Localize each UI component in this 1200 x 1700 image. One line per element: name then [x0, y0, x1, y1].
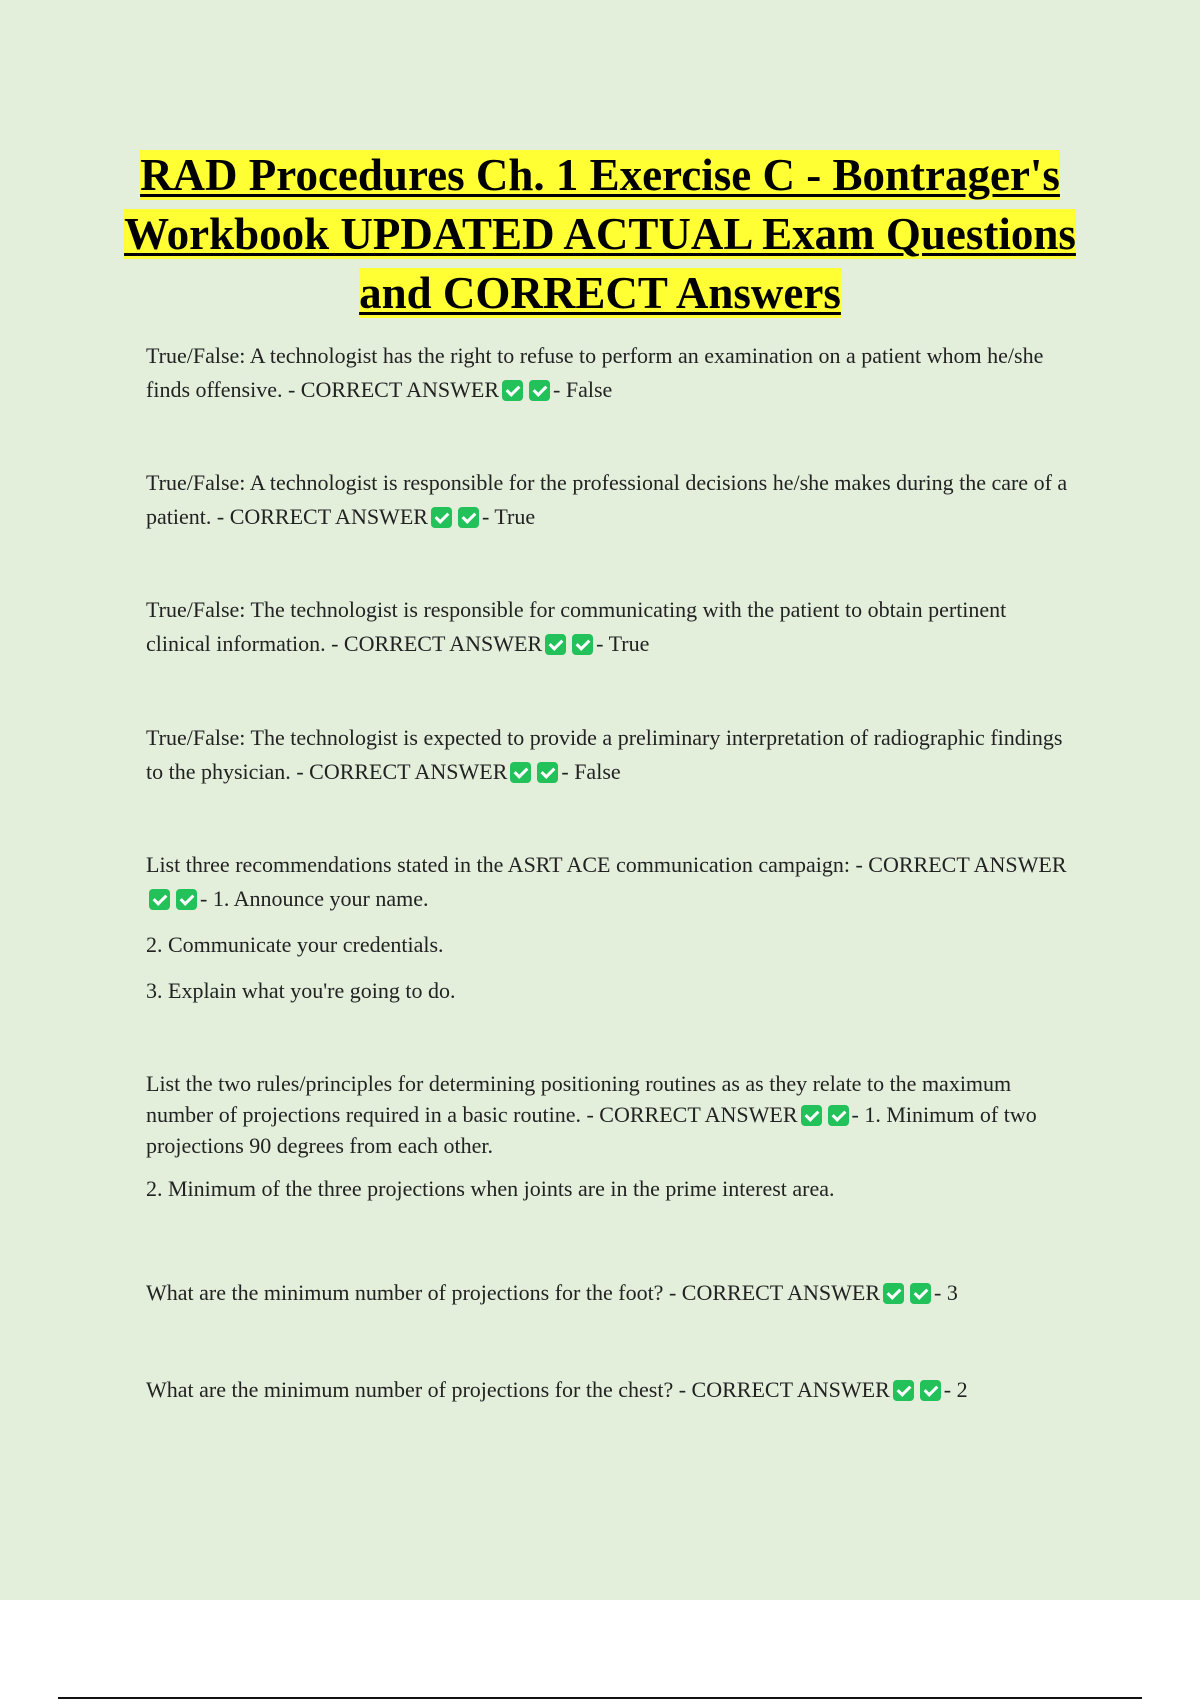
- answer-text: - True: [596, 631, 650, 656]
- check-icon: [537, 762, 558, 783]
- check-icon: [431, 507, 452, 528]
- answer-text: - True: [481, 504, 536, 529]
- answer-marker: - CORRECT ANSWER: [216, 504, 428, 529]
- answer-text: - 1. Minimum of two projections 90 degrees from each other.: [146, 1102, 1037, 1158]
- check-icon: [910, 1283, 931, 1304]
- check-icon: [502, 380, 523, 401]
- qa-item: [146, 1373, 1076, 1407]
- question-text: List three recommendations stated in the ASRT ACE communication campaign:: [146, 852, 850, 877]
- question-text: True/False: A technologist has the right to refuse to perform an examination on a patient whom he/she finds offensive.: [146, 343, 1044, 402]
- question-text: True/False: The technologist is responsible for communicating with the patient to obtain pertinent clinical information.: [146, 597, 1007, 656]
- answer-marker: - CORRECT ANSWER: [668, 1280, 881, 1305]
- answer-text: - 1. Announce your name.: [200, 886, 429, 911]
- answer-text: - 3: [934, 1280, 958, 1305]
- answer-text: - False: [553, 377, 613, 402]
- answer-text: - 2: [943, 1377, 968, 1402]
- answer-marker: - CORRECT ANSWER: [586, 1102, 798, 1127]
- check-icon: [883, 1283, 904, 1304]
- question-text: True/False: A technologist is responsible for the professional decisions he/she makes during the care of a patient.: [146, 470, 1068, 529]
- qa-item: [146, 466, 1076, 534]
- check-icon: [529, 380, 550, 401]
- check-icon: [828, 1105, 849, 1126]
- check-icon: [572, 634, 593, 655]
- page-title: RAD Procedures Ch. 1 Exercise C - Bontrager's Workbook UPDATED ACTUAL Exam Questions and CORRECT Answers: [124, 150, 1076, 318]
- qa-item: [146, 339, 1076, 407]
- qa-item: [146, 1276, 1076, 1310]
- footer-divider: [58, 1697, 1142, 1699]
- qa-item: [146, 593, 1076, 661]
- answer-marker: - CORRECT ANSWER: [855, 852, 1067, 877]
- answer-marker: - CORRECT ANSWER: [287, 377, 500, 402]
- qa-item: [146, 721, 1076, 789]
- title-block: [100, 146, 1100, 323]
- check-icon: [920, 1380, 941, 1401]
- answer-marker: - CORRECT ANSWER: [296, 759, 508, 784]
- check-icon: [510, 762, 531, 783]
- question-text: True/False: The technologist is expected to provide a preliminary interpretation of radiographic findings to the physician.: [146, 725, 1063, 784]
- answer-line: 3. Explain what you're going to do.: [146, 978, 456, 1003]
- question-text: What are the minimum number of projections for the chest?: [146, 1377, 674, 1402]
- check-icon: [545, 634, 566, 655]
- question-text: What are the minimum number of projections for the foot?: [146, 1280, 664, 1305]
- check-icon: [893, 1380, 914, 1401]
- answer-line: 2. Communicate your credentials.: [146, 932, 444, 957]
- answer-marker: - CORRECT ANSWER: [678, 1377, 890, 1402]
- check-icon: [458, 507, 479, 528]
- check-icon: [149, 889, 170, 910]
- check-icon: [176, 889, 197, 910]
- answer-marker: - CORRECT ANSWER: [331, 631, 543, 656]
- answer-line: 2. Minimum of the three projections when joints are in the prime interest area.: [146, 1176, 835, 1201]
- qa-item: [146, 848, 1076, 1008]
- question-text: List the two rules/principles for determining positioning routines as as they relate to the maximum number of projections required in a basic routine.: [146, 1071, 1012, 1127]
- answer-text: - False: [561, 759, 621, 784]
- qa-item: [146, 1068, 1076, 1204]
- check-icon: [801, 1105, 822, 1126]
